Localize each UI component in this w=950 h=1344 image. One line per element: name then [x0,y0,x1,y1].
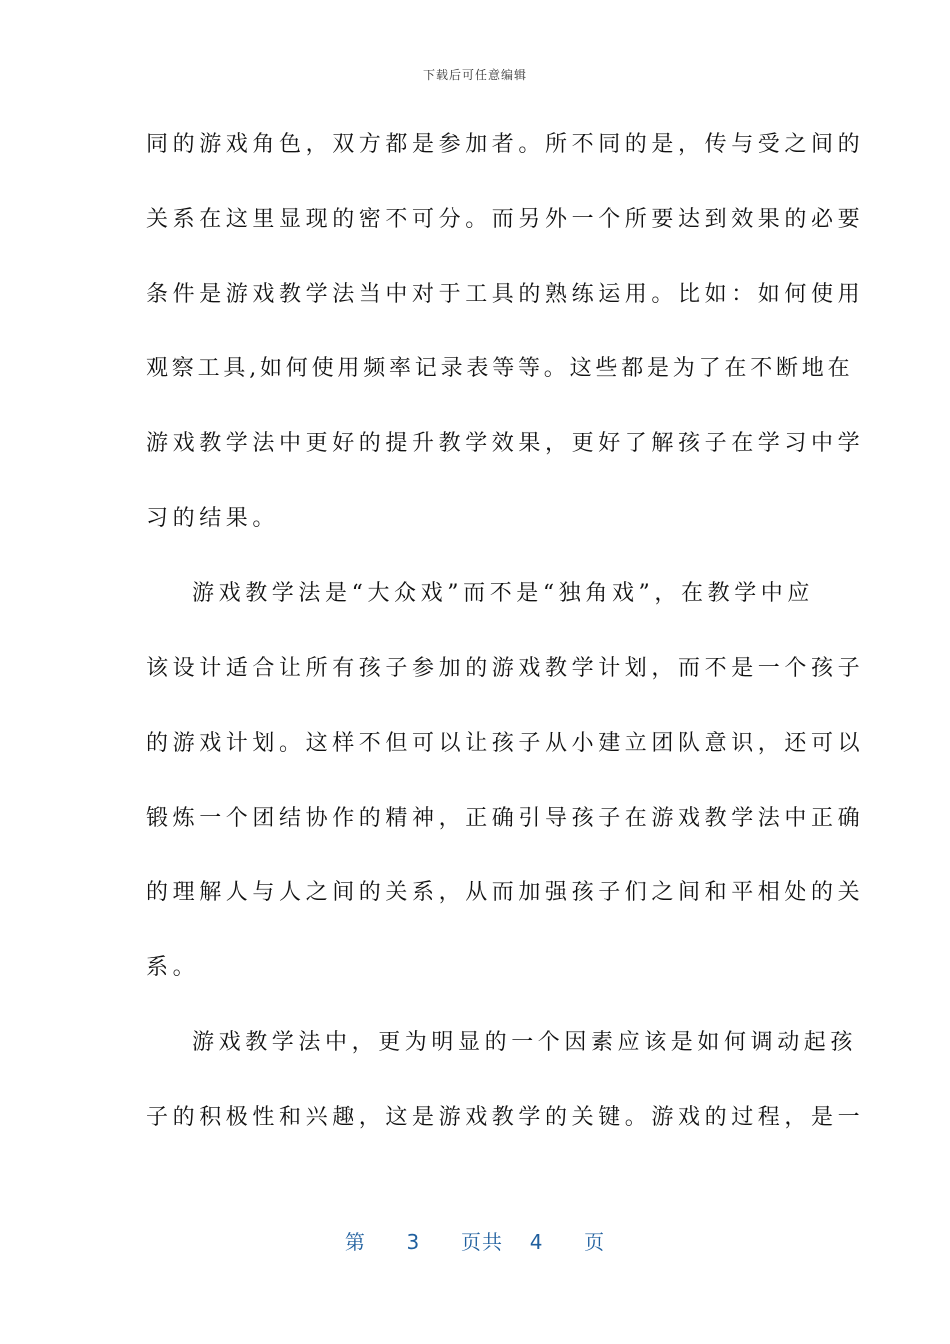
text-line: 子的积极性和兴趣，这是游戏教学的关键。游戏的过程，是一 [146,1105,865,1130]
page-footer [0,1226,950,1255]
text-line: 游戏教学法中更好的提升教学效果，更好了解孩子在学习中学 [146,431,865,456]
footer-middle: 页共 [461,1230,503,1254]
text-line: 的理解人与人之间的关系，从而加强孩子们之间和平相处的关 [146,880,865,905]
footer-suffix: 页 [584,1230,606,1254]
text-line: 关系在这里显现的密不可分。而另外一个所要达到效果的必要 [146,207,865,232]
text-line: 的游戏计划。这样不但可以让孩子从小建立团队意识，还可以 [146,731,865,756]
text-line: 习的结果。 [146,506,280,531]
footer-prefix: 第 [344,1230,366,1254]
footer-total-pages: 4 [529,1230,544,1254]
footer-current-page: 3 [406,1230,421,1254]
text-line: 系。 [146,955,200,980]
text-line: 观察工具,如何使用频率记录表等等。这些都是为了在不断地在 [146,356,854,381]
text-line: 游戏教学法中，更为明显的一个因素应该是如何调动起孩 [192,1030,858,1055]
text-line: 锻炼一个团结协作的精神，正确引导孩子在游戏教学法中正确 [146,806,865,831]
text-line: 条件是游戏教学法当中对于工具的熟练运用。比如：如何使用 [146,282,865,307]
text-line: 同的游戏角色，双方都是参加者。所不同的是，传与受之间的 [146,132,865,157]
text-line: 该设计适合让所有孩子参加的游戏教学计划，而不是一个孩子 [146,656,865,681]
header-note: 下载后可任意编辑 [422,68,527,82]
text-line: 游戏教学法是“大众戏”而不是“独角戏”，在教学中应 [192,581,814,606]
